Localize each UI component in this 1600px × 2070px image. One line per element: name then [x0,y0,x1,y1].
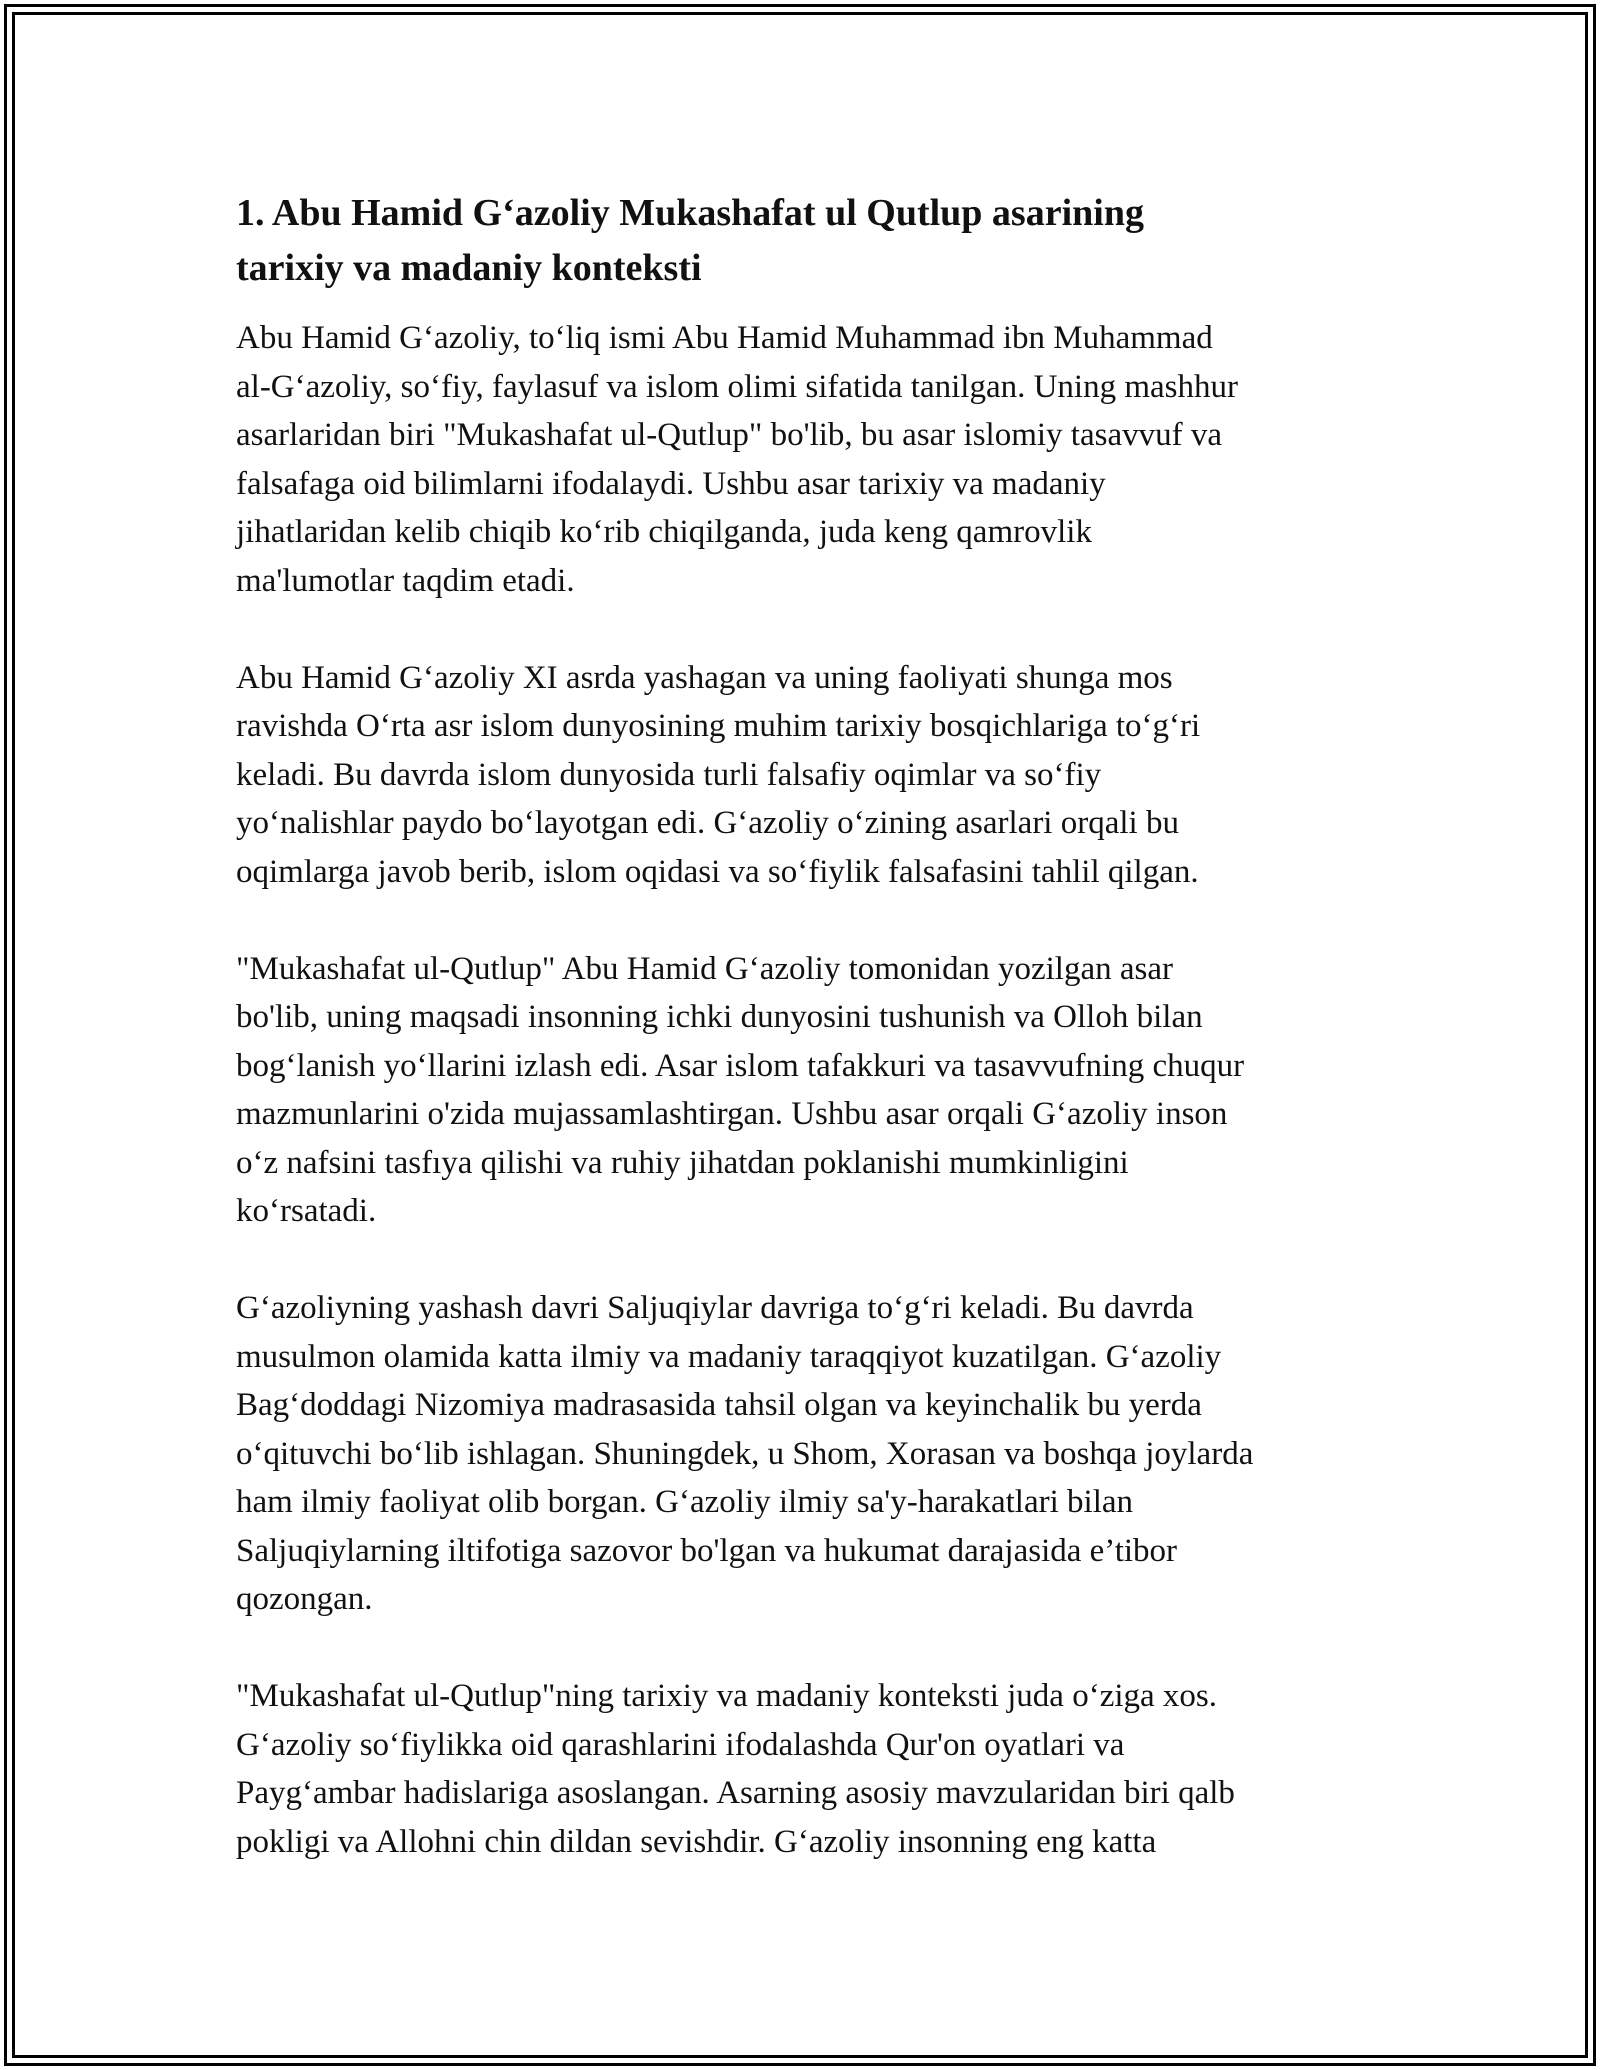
section-heading: 1. Abu Hamid G‘azoliy Mukashafat ul Qutlup asarining tarixiy va madaniy konteksti [236,192,1144,289]
paragraph-2: Abu Hamid G‘azoliy XI asrda yashagan va uning faoliyati shunga mos ravishda O‘rta asr islom dunyosining muhim tarixiy bosqichlariga to‘g‘ri keladi. Bu davrda islom dunyosida turli falsafiy oqimlar va so‘fiy yo‘nalishlar paydo bo‘layotgan edi. G‘azoliy o‘zining asarlari orqali bu oqimlarga javob berib, islom oqidasi va so‘fiylik falsafasini tahlil qilgan. [236,659,1201,890]
document-body [236,186,1386,1915]
paragraph-3: "Mukashafat ul-Qutlup" Abu Hamid G‘azoliy tomonidan yozilgan asar bo'lib, uning maqsadi insonning ichki dunyosini tushunish va Olloh bilan bog‘lanish yo‘llarini izlash edi. Asar islom tafakkuri va tasavvufning chuqur mazmunlarini o'zida mujassamlashtirgan. Ushbu asar orqali G‘azoliy inson o‘z nafsini tasfıya qilishi va ruhiy jihatdan poklanishi mumkinligini ko‘rsatadi. [236,950,1245,1229]
paragraph-4: G‘azoliyning yashash davri Saljuqiylar davriga to‘g‘ri keladi. Bu davrda musulmon olamida katta ilmiy va madaniy taraqqiyot kuzatilgan. G‘azoliy Bag‘doddagi Nizomiya madrasasida tahsil olgan va keyinchalik bu yerda o‘qituvchi bo‘lib ishlagan. Shuningdek, u Shom, Xorasan va boshqa joylarda ham ilmiy faoliyat olib borgan. G‘azoliy ilmiy sa'y-harakatlari bilan Saljuqiylarning iltifotiga sazovor bo'lgan va hukumat darajasida e’tibor qozongan. [236,1290,1254,1617]
paragraph-5: "Mukashafat ul-Qutlup"ning tarixiy va madaniy konteksti juda o‘ziga xos. G‘azoliy so‘fiylikka oid qarashlarini ifodalashda Qur'on oyatlari va Payg‘ambar hadislariga asoslangan. Asarning asosiy mavzularidan biri qalb pokligi va Allohni chin dildan sevishdir. G‘azoliy insonning eng katta [236,1678,1235,1860]
paragraph-1: Abu Hamid G‘azoliy, to‘liq ismi Abu Hamid Muhammad ibn Muhammad al-G‘azoliy, so‘fiy, faylasuf va islom olimi sifatida tanilgan. Uning mashhur asarlaridan biri "Mukashafat ul-Qutlup" bo'lib, bu asar islomiy tasavvuf va falsafaga oid bilimlarni ifodalaydi. Ushbu asar tarixiy va madaniy jihatlaridan kelib chiqib ko‘rib chiqilganda, juda keng qamrovlik ma'lumotlar taqdim etadi. [236,320,1238,599]
